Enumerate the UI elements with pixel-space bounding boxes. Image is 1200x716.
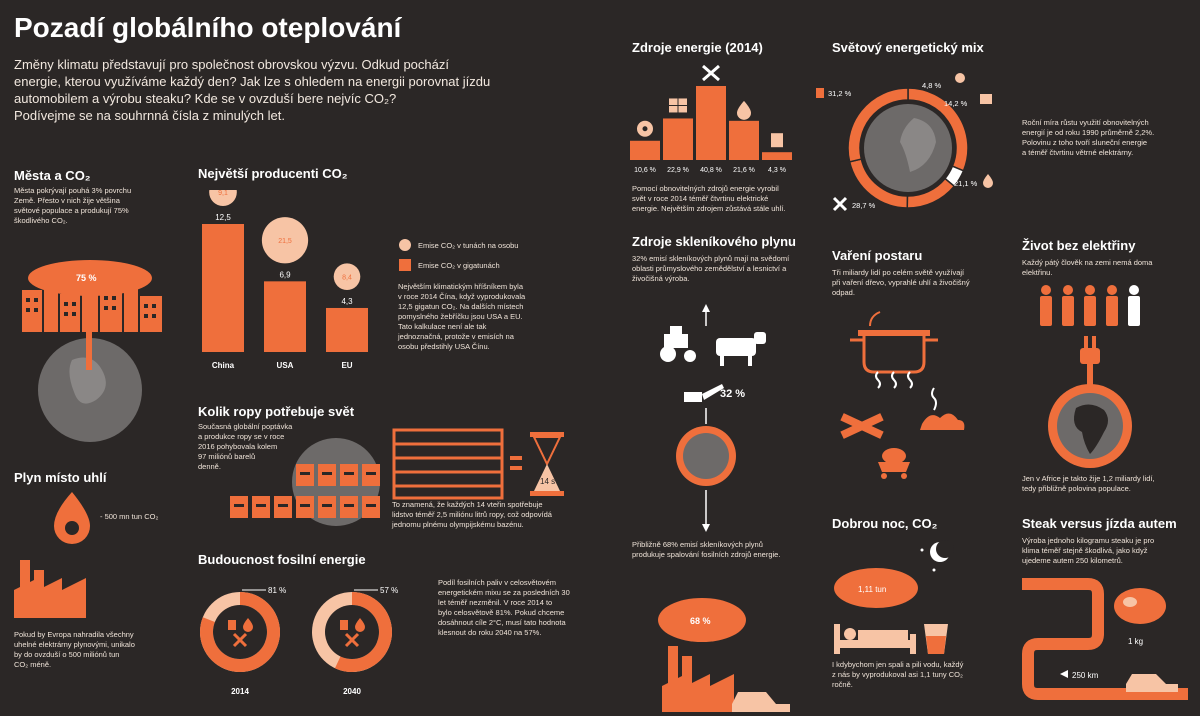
ghg-title: Zdroje skleníkového plynu [632,234,796,249]
coal-icon [703,66,719,80]
oil-barrel-icon [816,88,824,98]
night-text-line: z nás by vyprodukoval asi 1,1 tuny CO₂ [832,670,963,679]
steak-kg: 1 kg [1128,637,1144,646]
mix-segment-label: 28,7 % [852,201,876,210]
noelec-text2-line: Jen v Africe je takto žije 1,2 miliardy lidí, [1022,474,1155,483]
city-globe-illustration [12,250,172,450]
car-icon [1126,674,1178,692]
intro-line: energie, kterou využíváme každý den? Jak lze s ohledem na energii porovnat jízdu [14,74,491,89]
cities-value: 75 % [76,273,97,283]
nuclear-center [643,126,648,131]
hourglass-icon [530,432,564,496]
noelec-text-line: Každý pátý člověk na zemi nemá doma [1022,258,1153,267]
source-bar-label: 4,3 % [768,167,786,174]
oil-text2 [392,500,577,530]
fossil-text-line: energetickém mixu se za posledních 30 [438,588,570,597]
oil-text2-line: To znamená, že každých 14 vteřin spotřebuje [392,500,543,509]
steak-km: 250 km [1072,671,1099,680]
arrow-icon [1060,670,1068,678]
cooking-text-line: Tři miliardy lidí po celém světě využívají [832,268,965,277]
fossil-donut-hole [325,605,379,659]
cities-text-line: škodlivého CO₂. [14,216,68,225]
oil-text2-line: lidstvo téměř 2,5 miliónu litrů ropy, což odpovídá [392,510,552,519]
mix-segment-label: 14,2 % [944,99,968,108]
fossil-text-line: let téměř nezměnil. V roce 2014 to [438,598,553,607]
cities-text-line: Města pokrývají pouhá 3% povrchu [14,186,132,195]
co2-per-person-label: 21,5 [278,238,292,246]
source-bar-label: 21,6 % [733,167,755,174]
glass-icon [924,624,948,654]
cities-text-line: Země. Přesto v nich žije většina [14,196,120,205]
coal-pile-icon [920,388,964,430]
chainsaw-icon [684,384,724,402]
producers-text [398,282,568,352]
fossil-donut-hole [213,605,267,659]
gas-plant-illustration [14,490,104,620]
cooking-illustration [830,306,980,486]
source-bar-label: 10,6 % [634,167,656,174]
gas-title: Plyn místo uhlí [14,470,107,485]
co2-bar-label: 12,5 [215,213,231,222]
noelec-text2-line: tedy přibližně polovina populace. [1022,484,1131,493]
source-bar [696,86,726,160]
legend-per-person: Emise CO₂ v tunách na osobu [418,241,519,250]
noelec-text [1022,258,1192,278]
mix-segment-label: 21,1 % [954,179,978,188]
steak-text-line: Výroba jednoho kilogramu steaku je pro [1022,536,1155,545]
oil-barrel-icon [228,620,236,630]
cities-title: Města a CO₂ [14,168,91,183]
night-title: Dobrou noc, CO₂ [832,516,938,531]
intro-text [14,56,494,124]
gas-text-line: uhelné elektrárny plynovými, unikalo [14,640,135,649]
ghg-factory-illustration [656,590,816,714]
cooking-title: Vaření postaru [832,248,923,263]
ghg-text [632,254,802,284]
energy-mix-chart [812,62,1012,222]
solar-icon [980,94,992,104]
co2-bar [264,281,306,352]
co2-category-label: USA [276,361,294,370]
fossil-percent-label: 57 % [380,586,399,595]
producers-text-line: v roce 2014 Čína, když vyprodukovala [398,292,526,301]
producers-title: Největší producenti CO₂ [198,166,348,181]
sources-text-line: Pomocí obnovitelných zdrojů energie vyrobil [632,184,779,193]
oil-barrel-icon [771,133,783,147]
mix-text-line: energií je od roku 1990 průměrně 2,2%. [1022,128,1155,137]
sources-text [632,184,802,214]
cities-text [14,186,184,226]
intro-line: automobilem a výrobu steaku? Kde se v ovzduší bere nejvíc CO₂? [14,91,397,106]
producers-text-line: Největším klimatickým hříšníkem byla [398,282,524,291]
producers-text-line: pomyslného žebříčku jsou USA a EU. [398,312,523,321]
night-text-line: ročně. [832,680,853,689]
source-bar-label: 40,8 % [700,167,722,174]
cities-text-line: světové populace a produkují 75% [14,206,129,215]
oil-barrel-icon [340,620,348,630]
fossil-text-line: klesnout do roku 2040 na 57%. [438,628,542,637]
fossil-title: Budoucnost fosilní energie [198,552,366,567]
steak-title: Steak versus jízda autem [1022,516,1177,531]
mix-segment-label: 31,2 % [828,89,852,98]
fossil-percent-label: 81 % [268,586,287,595]
mix-segment-label: 4,8 % [922,81,942,90]
firewood-icon [840,413,883,439]
cart-icon [878,448,910,479]
intro-line: Podívejme se na souhrnná čísla z minulých let. [14,108,285,123]
gas-text [14,630,184,670]
intro-line: Změny klimatu představují pro společnost obrovskou výzvu. Odkud pochází [14,57,449,72]
bed-icon [834,624,916,654]
night-value: 1,11 tun [858,585,887,594]
co2-per-person-label: 9,1 [218,190,228,198]
legend-circle-icon [398,238,412,252]
gas-text-line: Pokud by Evropa nahradila všechny [14,630,134,639]
legend-gigatons: Emise CO₂ v gigatunách [418,261,500,270]
co2-category-label: China [211,361,235,370]
mix-text [1022,118,1192,158]
producers-text-line: 12,5 gigatun CO₂. Na dalších místech [398,302,524,311]
co2-category-label: EU [341,361,353,370]
source-bar [630,141,660,160]
cooking-text-line: odpad. [832,288,855,297]
fossil-text-line: bylo celosvětově 81%. Pokud chceme [438,608,565,617]
oil-barrels-illustration [196,432,386,532]
co2-bar-label: 4,3 [341,296,353,306]
no-electricity-illustration [1030,284,1160,470]
co2-bar-label: 6,9 [279,270,291,280]
mix-title: Světový energetický mix [832,40,984,55]
ghg-text-line: živočišná výroba. [632,274,690,283]
gas-text-line: by do ovzduší o 500 miliónů tun [14,650,120,659]
legend-square-icon [398,258,412,272]
oil-text-line: 97 miliónů barelů [198,452,256,461]
ghg-value-32: 32 % [720,388,746,400]
oil-text2-line: jednomu plnému olympijskému bazénu. [392,520,524,529]
nuclear-icon [955,73,965,83]
fossil-donuts-chart [190,572,430,712]
co2-per-person-label: 8,4 [342,274,352,282]
steak-text-line: klima téměř stejně škodlivá, jako když [1022,546,1148,555]
mix-text-line: Polovinu z toho tvoří sluneční energie [1022,138,1148,147]
fossil-text [438,578,598,638]
ghg-text-line: 32% emisí skleníkových plynů mají na svědomí [632,254,790,263]
oil-text-line: Současná globální poptávka [198,422,293,431]
pool-icon [394,430,502,498]
mix-text-line: a téměř čtvrtinu větrné elektrárny. [1022,148,1134,157]
coal-icon [834,198,846,210]
ghg-value-68: 68 % [690,616,711,626]
fossil-year-label: 2014 [231,687,249,696]
ghg-text2-line: Přibližně 68% emisí skleníkových plynů [632,540,763,549]
page-title: Pozadí globálního oteplování [14,12,402,43]
sources-text-line: svět v roce 2014 téměř čtvrtinu elektrické [632,194,769,203]
oil-text-line: 2016 pohybovala kolem [198,442,278,451]
source-bar [663,118,693,160]
source-bar [729,121,759,160]
tractor-icon [660,326,696,362]
gas-value: - 500 mn tun CO₂ [100,512,159,521]
source-bar-label: 22,9 % [667,167,689,174]
people-icons [1040,285,1140,326]
gas-drop-icon [737,101,751,120]
oil-text-line: a produkce ropy se v roce [198,432,285,441]
oil-text-line: denně. [198,462,221,471]
pot-icon [850,312,938,372]
moon-icon [921,540,955,572]
fossil-text-line: Podíl fosilních paliv v celosvětovém [438,578,556,587]
fossil-text-line: dosáhnout cíle 2°C, musí tato hodnota [438,618,566,627]
plug-icon [1080,336,1100,386]
source-bar [762,152,792,160]
sources-title: Zdroje energie (2014) [632,40,763,55]
producers-text-line: Tato kalkulace není ale tak [398,322,487,331]
ghg-text2-line: produkuje spalování fosilních zdrojů energie. [632,550,781,559]
co2-bar [202,224,244,352]
steak-road-illustration [1014,578,1198,704]
factory-icon [662,646,734,712]
sources-text-line: energie. Největším zdrojem zůstává stále uhlí. [632,204,786,213]
steak-text [1022,536,1192,566]
gas-drop-icon [983,174,993,188]
ghg-text-line: oblasti průmyslového zemědělství a lesnictví a [632,264,787,273]
ghg-sources-illustration [640,300,790,538]
oil-title: Kolik ropy potřebuje svět [198,404,355,419]
factory-icon [14,560,86,618]
car-icon [732,692,790,712]
night-text-line: I kdybychom jen spali a pili vodu, každý [832,660,964,669]
cooking-text [832,268,1012,298]
noelec-title: Život bez elektřiny [1022,238,1136,253]
energy-sources-chart [626,60,796,178]
gas-text-line: CO₂ méně. [14,660,52,669]
noelec-text2 [1022,474,1192,494]
co2-producers-chart [190,190,390,370]
pool-illustration [392,428,568,500]
ghg-text2 [632,540,802,560]
steak-icon [1114,588,1166,624]
noelec-text-line: elektřinu. [1022,268,1053,277]
flame-icon [54,492,90,544]
co2-bar [326,308,368,352]
globe-icon [683,433,729,479]
night-text [832,660,1002,690]
steak-text-line: ujedeme autem 250 kilometrů. [1022,556,1123,565]
producers-text-line: osobu předstihly USA Čínu. [398,342,490,351]
heat-waves-icon [876,372,912,388]
oil-timer: 14 s [540,477,556,486]
producers-text-line: jednoznačná, protože v emisích na [398,332,514,341]
night-illustration [830,540,970,658]
fossil-year-label: 2040 [343,687,361,696]
cow-icon [716,332,766,366]
cooking-text-line: při vaření dřevo, vyprahlé uhlí a živočišný [832,278,970,287]
mix-text-line: Roční míra růstu využití obnovitelných [1022,118,1149,127]
